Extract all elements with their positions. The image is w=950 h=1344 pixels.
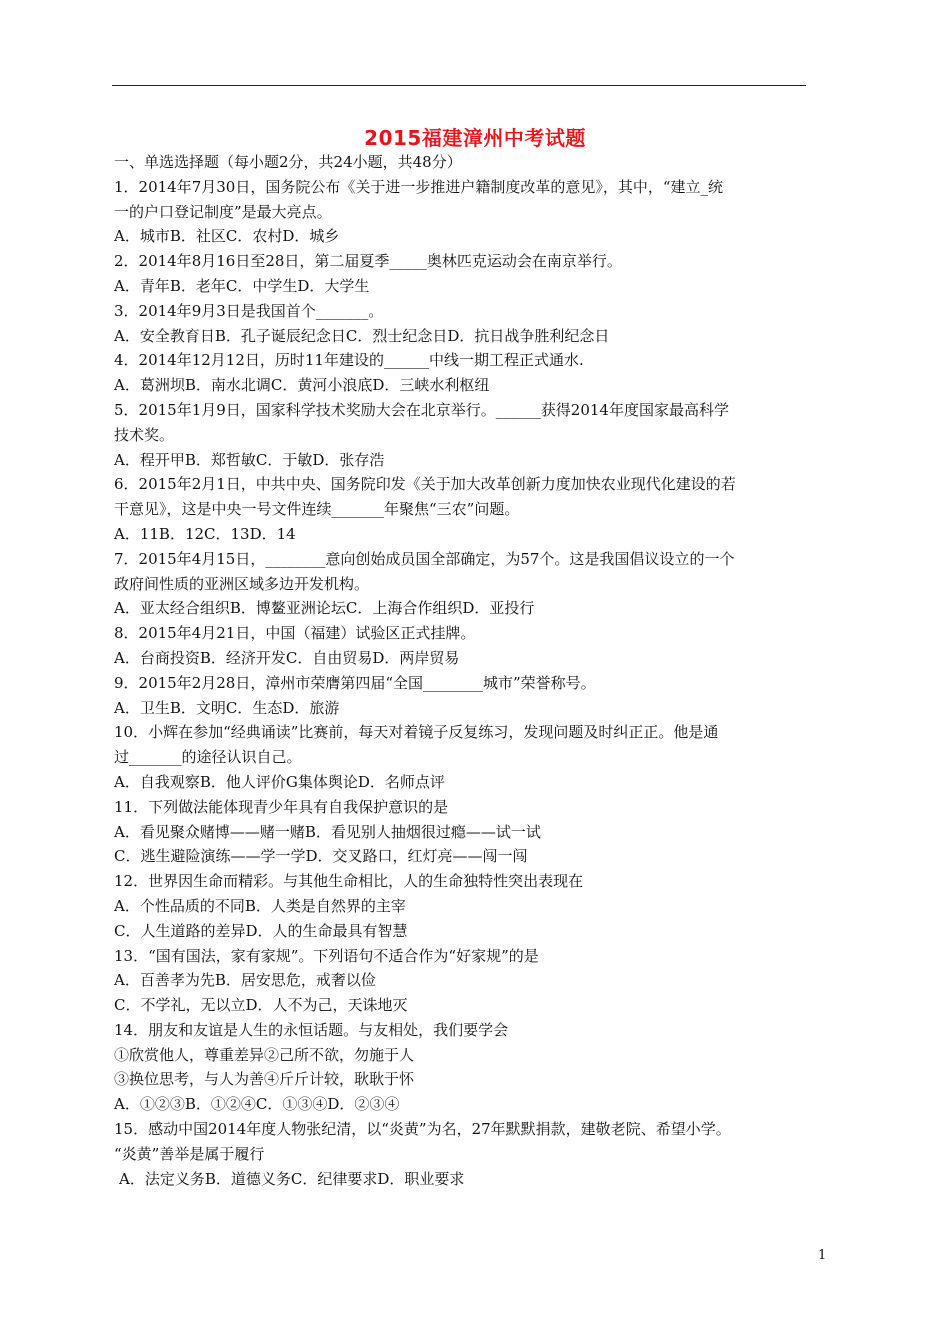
question-3: 3．2014年9月3日是我国首个_______。 [114,301,384,320]
question-12: 12．世界因生命而精彩。与其他生命相比，人的生命独特性突出表现在 [114,872,584,891]
question-2-options: A．青年B．老年C．中学生D．大学生 [114,276,370,295]
question-15: 15．感动中国2014年度人物张纪清，以“炎黄”为名，27年默默捐款，建敬老院、希望小学。 [114,1120,731,1139]
question-11: 11．下列做法能体现青少年具有自我保护意识的是 [114,797,449,816]
header-rule [112,85,806,86]
question-10-cont: 过_______的途径认识自己。 [114,748,302,767]
question-15-cont: “炎黄”善举是属于履行 [114,1144,265,1163]
section-heading: 一、单选选择题（每小题2分，共24小题，共48分） [114,153,462,171]
question-10-options: A．自我观察B．他人评价G集体舆论D．名师点评 [114,772,445,791]
question-13: 13．“国有国法，家有家规”。下列语句不适合作为“好家规”的是 [114,946,539,965]
question-12-options-cd: C．人生道路的差异D．人的生命最具有智慧 [114,921,408,940]
question-14-items-12: ①欣赏他人，尊重差异②己所不欲，勿施于人 [114,1045,415,1064]
question-11-options-ab: A．看见聚众赌博——赌一赌B．看见别人抽烟很过瘾——试一试 [114,822,541,841]
question-11-options-cd: C．逃生避险演练——学一学D．交叉路口，红灯亮——闯一闯 [114,847,528,866]
question-9-options: A．卫生B．文明C．生态D．旅游 [114,698,340,717]
question-1-options: A．城市B．社区C．农村D．城乡 [114,227,340,246]
question-8-options: A．台商投资B．经济开发C．自由贸易D．两岸贸易 [114,648,460,667]
question-2: 2．2014年8月16日至28日，第二届夏季_____奥林匹克运动会在南京举行。 [114,252,622,271]
question-5-cont: 技术奖。 [114,425,175,444]
question-6-options: A．11B．12C．13D．14 [114,524,296,543]
question-8: 8．2015年4月21日，中国（福建）试验区正式挂牌。 [114,624,476,643]
page-title: 2015福建漳州中考试题 [364,126,586,150]
question-6: 6．2015年2月1日，中共中央、国务院印发《关于加大改革创新力度加快农业现代化建设的若 [114,475,736,494]
question-15-options: A．法定义务B．道德义务C．纪律要求D．职业要求 [119,1169,465,1188]
question-1: 1．2014年7月30日，国务院公布《关于进一步推进户籍制度改革的意见》，其中，“建立_统 [114,177,724,196]
question-12-options-ab: A．个性品质的不同B．人类是自然界的主宰 [114,896,406,915]
question-14: 14．朋友和友谊是人生的永恒话题。与友相处，我们要学会 [114,1020,509,1039]
question-10: 10．小辉在参加“经典诵读”比赛前，每天对着镜子反复练习，发现问题及时纠正正。他是通 [114,723,719,742]
question-14-options: A．①②③B．①②④C．①③④D．②③④ [114,1095,400,1114]
question-5-options: A．程开甲B．郑哲敏C．于敏D．张存浩 [114,450,385,469]
question-14-items-34: ③换位思考，与人为善④斤斤计较，耿耿于怀 [114,1070,415,1089]
question-9: 9．2015年2月28日，漳州市荣膺第四届“全国________城市”荣誉称号。 [114,673,596,692]
question-13-options-ab: A．百善孝为先B．居安思危，戒奢以俭 [114,971,376,990]
question-1-cont: 一的户口登记制度”是最大亮点。 [114,202,332,221]
question-6-cont: 干意见》，这是中央一号文件连续_______年聚焦“三农”问题。 [114,500,520,519]
question-3-options: A．安全教育日B．孔子诞辰纪念日C．烈士纪念日D．抗日战争胜利纪念日 [114,326,610,345]
question-list [114,150,808,1191]
question-5: 5．2015年1月9日，国家科学技术奖励大会在北京举行。______获得2014年度国家最高科学 [114,400,729,419]
question-4: 4．2014年12月12日，历时11年建设的______中线一期工程正式通水. [114,351,584,370]
question-13-options-cd: C．不学礼，无以立D．人不为己，天诛地灭 [114,996,408,1015]
question-7-options: A．亚太经合组织B．博鳌亚洲论坛C．上海合作组织D．亚投行 [114,599,535,618]
question-4-options: A．葛洲坝B．南水北调C．黄河小浪底D．三峡水利枢纽 [114,376,490,395]
question-7: 7．2015年4月15日，________意向创始成员国全部确定，为57个。这是我国倡议设立的一个 [114,549,735,568]
page-number: 1 [818,1248,827,1263]
question-7-cont: 政府间性质的亚洲区域多边开发机构。 [114,574,370,593]
